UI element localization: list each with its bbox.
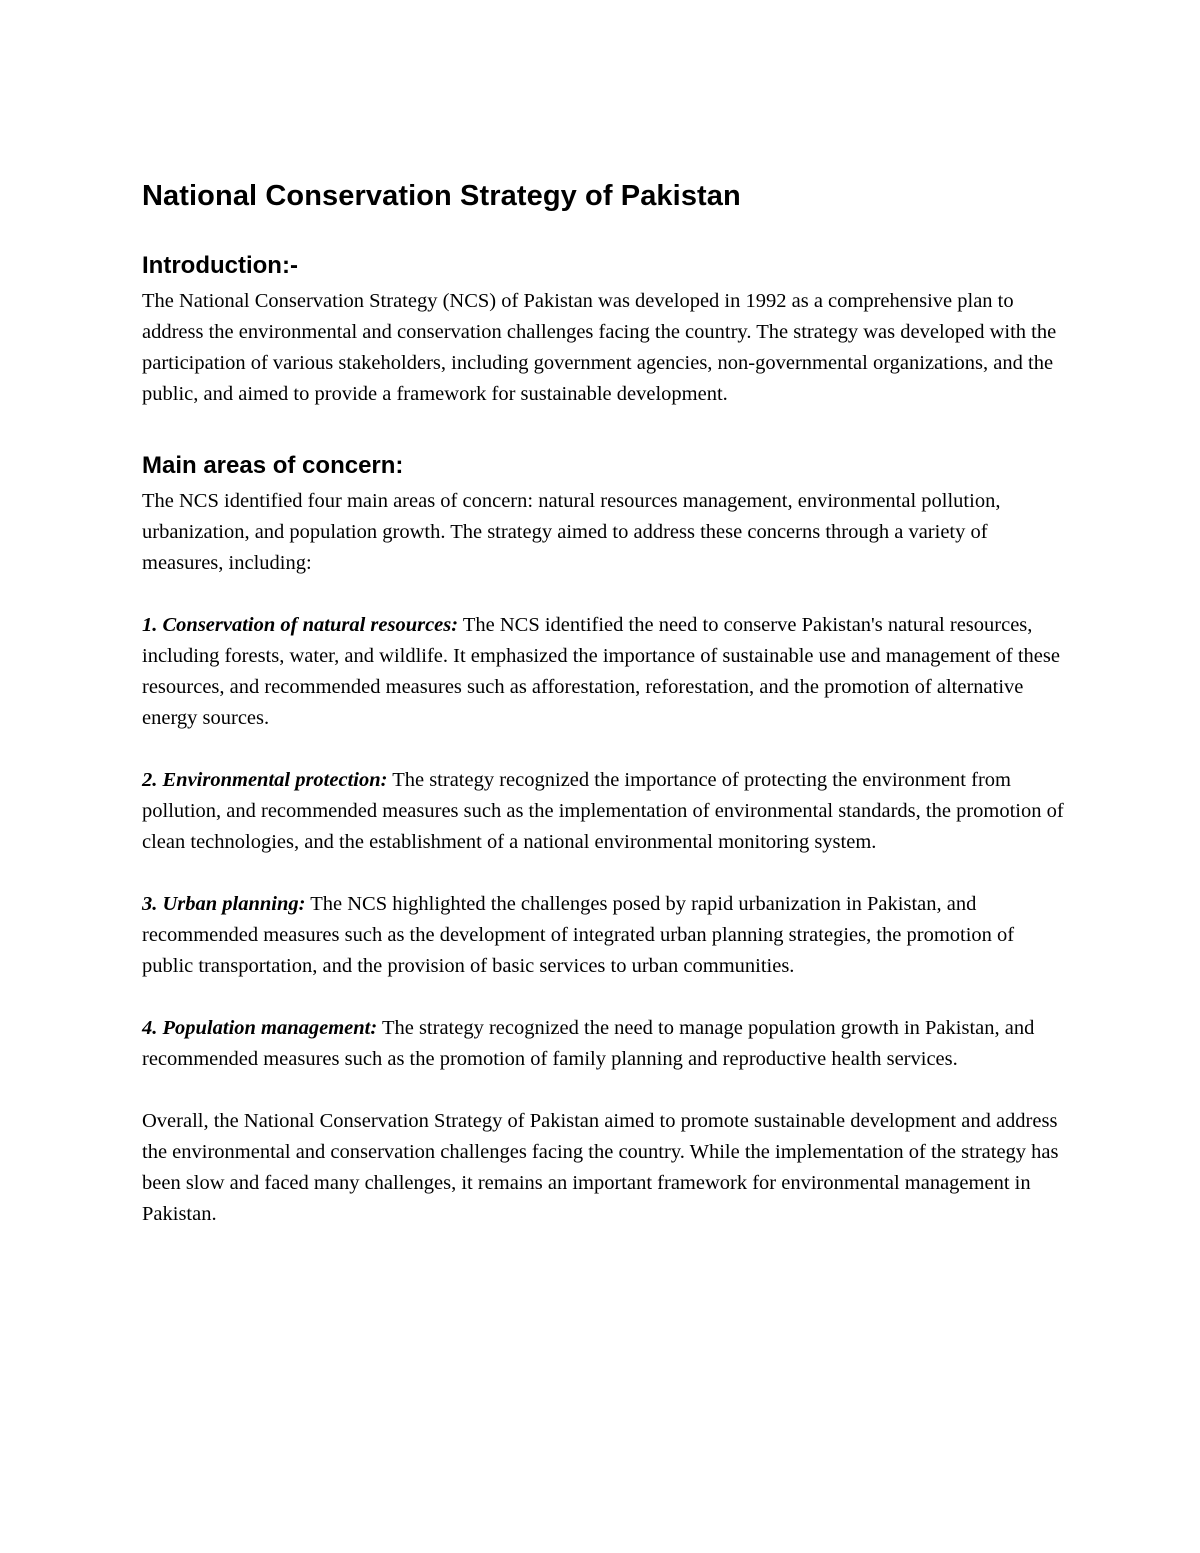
list-item-label: 4. Population management: xyxy=(142,1017,378,1039)
list-item-text: The NCS highlighted the challenges posed by rapid urbanization in Pakistan, and recommended measures such as the development of integrated urban planning strategies, the promotion of public transportation, and the provision of basic services to urban communities. xyxy=(142,893,1015,977)
list-item-urban-planning xyxy=(142,889,1067,982)
introduction-heading: Introduction:- xyxy=(142,252,298,279)
list-item-text: The strategy recognized the importance of protecting the environment from pollution, and recommended measures such as the implementation of environmental standards, the promotion of clean technologies, and the establishment of a national environmental monitoring system. xyxy=(142,769,1064,853)
main-areas-paragraph: The NCS identified four main areas of concern: natural resources management, environmental pollution, urbanization, and population growth. The strategy aimed to address these concerns through a variety of measures, including: xyxy=(142,490,1001,574)
list-item-label: 1. Conservation of natural resources: xyxy=(142,614,459,636)
introduction-paragraph: The National Conservation Strategy (NCS) of Pakistan was developed in 1992 as a comprehensive plan to address the environmental and conservation challenges facing the country. The strategy was developed with the participation of various stakeholders, including government agencies, non-governmental organizations, and the public, and aimed to provide a framework for sustainable development. xyxy=(142,290,1057,405)
list-item-text: The NCS identified the need to conserve Pakistan's natural resources, including forests, water, and wildlife. It emphasized the importance of sustainable use and management of these resources, and recommended measures such as afforestation, reforestation, and the promotion of alternative energy sources. xyxy=(142,614,1060,729)
list-item-conservation xyxy=(142,610,1067,734)
list-item-population-management xyxy=(142,1013,1067,1075)
page-title: National Conservation Strategy of Pakistan xyxy=(142,180,741,212)
list-item-text: The strategy recognized the need to manage population growth in Pakistan, and recommended measures such as the promotion of family planning and reproductive health services. xyxy=(142,1017,1035,1070)
main-areas-heading: Main areas of concern: xyxy=(142,452,404,479)
document-body xyxy=(142,176,1067,1261)
list-item-label: 2. Environmental protection: xyxy=(142,769,388,791)
list-item-label: 3. Urban planning: xyxy=(142,893,306,915)
list-item-environmental-protection xyxy=(142,765,1067,858)
conclusion-paragraph: Overall, the National Conservation Strategy of Pakistan aimed to promote sustainable development and address the environmental and conservation challenges facing the country. While the implementation of the strategy has been slow and faced many challenges, it remains an important framework for environmental management in Pakistan. xyxy=(142,1110,1059,1225)
